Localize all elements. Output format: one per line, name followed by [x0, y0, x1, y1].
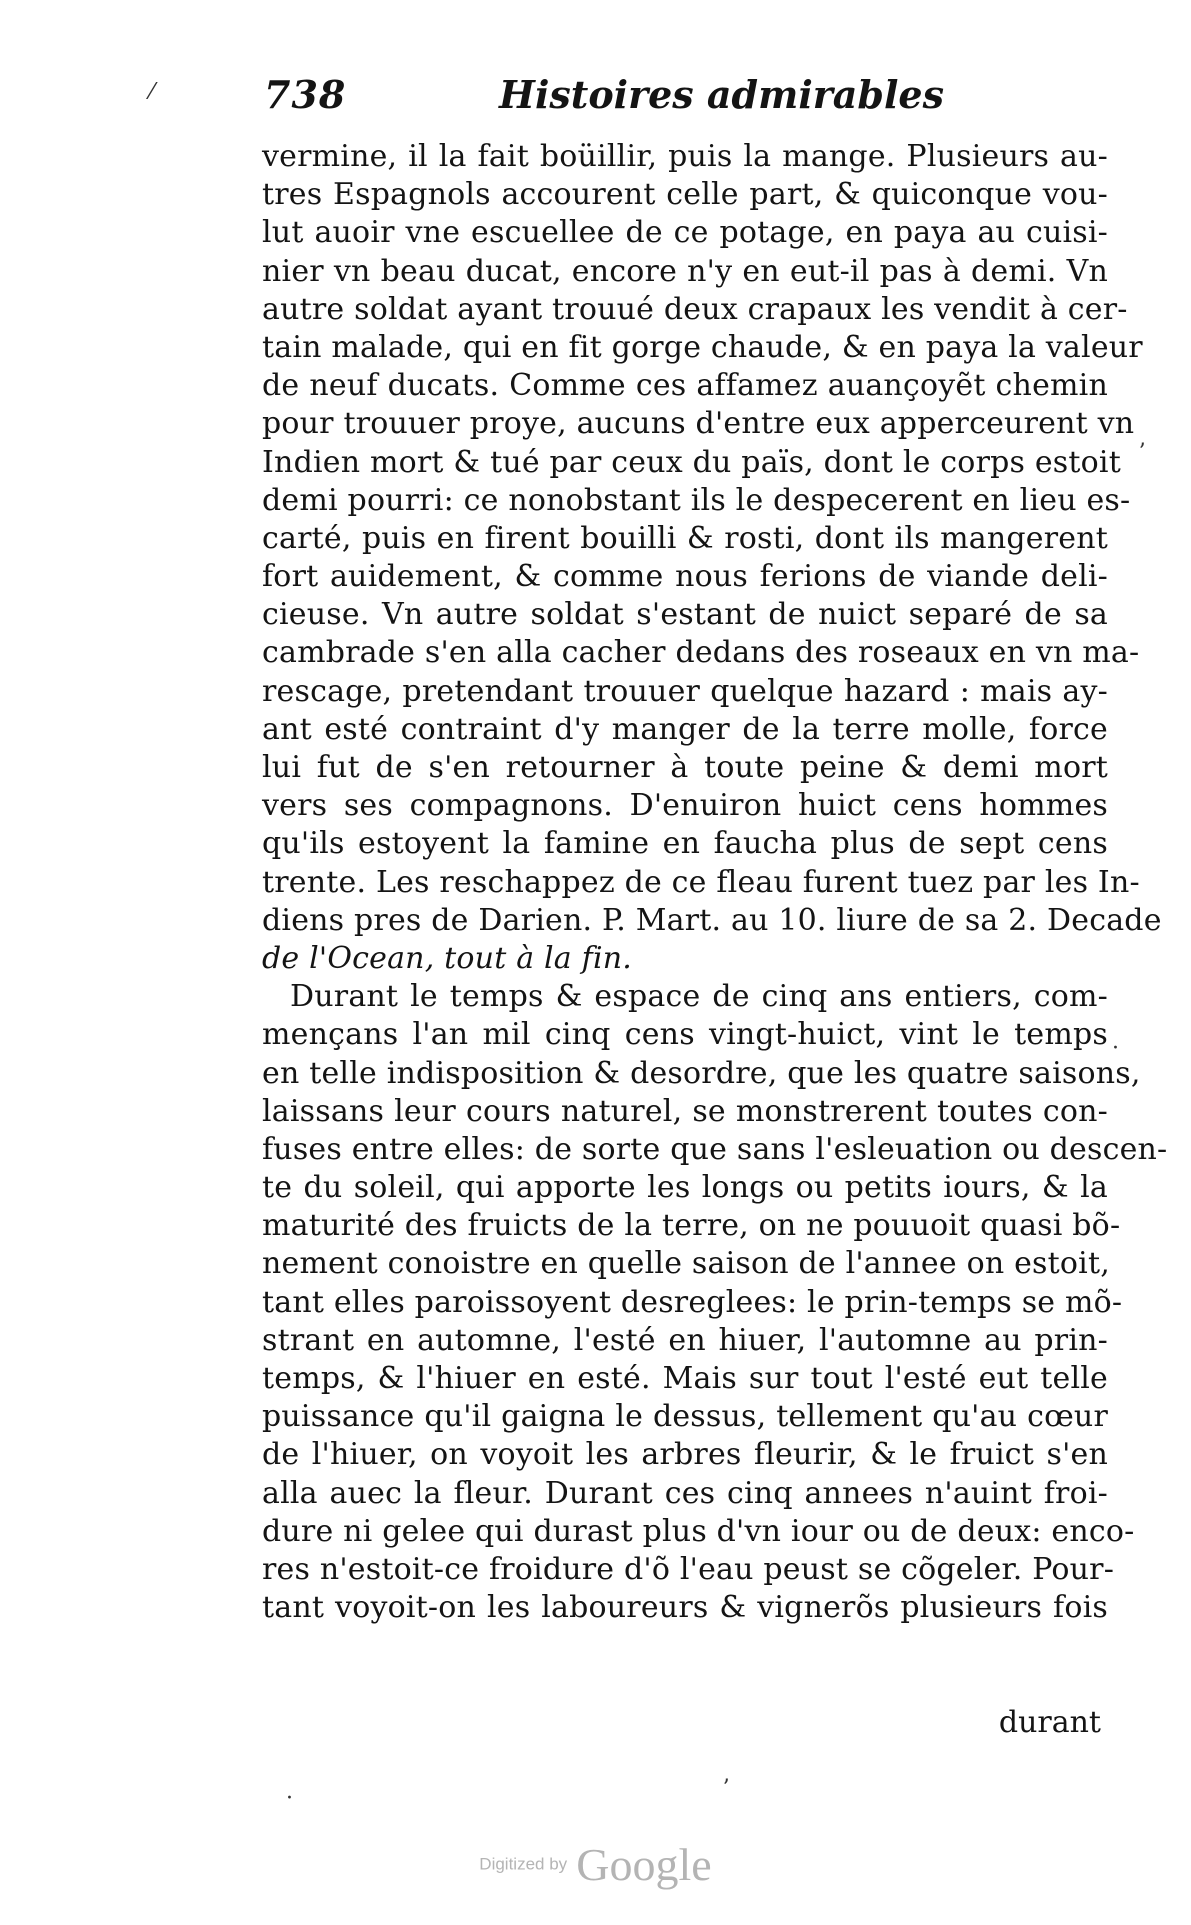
text-line: autre soldat ayant trouué deux crapaux les vendit à cer- [262, 291, 1128, 327]
text-line: strant en automne, l'esté en hiuer, l'automne au prin- [262, 1322, 1108, 1358]
text-line: pour trouuer proye, aucuns d'entre eux apperceurent vn [262, 406, 1135, 442]
digitized-label: Digitized by [479, 1854, 568, 1874]
text-line: tres Espagnols accourent celle part, & quiconque vou- [262, 177, 1108, 213]
catchword: durant [998, 1705, 1101, 1740]
text-line: cieuse. Vn autre soldat s'estant de nuict separé de sa [262, 597, 1108, 633]
text-line: trente. Les reschappez de ce fleau furent tuez par les In- [262, 864, 1140, 900]
citation-line: de l'Ocean, tout à la fin. [262, 940, 632, 976]
page-number: 738 [264, 72, 347, 117]
text-line: de l'hiuer, on voyoit les arbres fleurir, & le fruict s'en [262, 1437, 1108, 1473]
text-line: tain malade, qui en fit gorge chaude, & en paya la valeur [262, 329, 1143, 365]
text-line: laissans leur cours naturel, se monstrerent toutes con- [262, 1093, 1108, 1129]
text-line: vermine, il la fait boüillir, puis la mange. Plusieurs au- [262, 139, 1108, 174]
text-line: puissance qu'il gaigna le dessus, tellement qu'au cœur [262, 1399, 1108, 1435]
text-line: diens pres de Darien. P. Mart. au 10. liure de sa 2. Decade [262, 902, 1162, 938]
paragraph-1 [262, 138, 1162, 978]
running-title: Histoires admirables [499, 72, 944, 117]
text-line: rescage, pretendant trouuer quelque hazard : mais ay- [262, 673, 1108, 709]
text-line: res n'estoit-ce froidure d'õ l'eau peust se cõgeler. Pour- [262, 1551, 1115, 1587]
margin-mark: ʼ [1138, 440, 1145, 465]
margin-mark: ⁄ [150, 80, 154, 105]
text-line: demi pourri: ce nonobstant ils le despecerent en lieu es- [262, 482, 1131, 518]
text-line: lui fut de s'en retourner à toute peine & demi mort [262, 750, 1108, 785]
text-line: temps, & l'hiuer en esté. Mais sur tout l'esté eut telle [262, 1361, 1108, 1396]
text-line: maturité des fruicts de la terre, on ne pouuoit quasi bõ- [262, 1208, 1121, 1244]
text-line: de neuf ducats. Comme ces affamez auançoyẽt chemin [262, 368, 1108, 404]
text-line: fort auidement, & comme nous ferions de viande deli- [262, 559, 1108, 595]
text-line: Indien mort & tué par ceux du païs, dont le corps estoit [262, 444, 1121, 480]
text-line: carté, puis en firent bouilli & rosti, dont ils mangerent [262, 520, 1108, 556]
text-line: fuses entre elles: de sorte que sans l'esleuation ou descen- [262, 1131, 1168, 1167]
text-line: cambrade s'en alla cacher dedans des roseaux en vn ma- [262, 635, 1140, 671]
paragraph-2 [262, 978, 1168, 1627]
text-line: Durant le temps & espace de cinq ans entiers, com- [290, 979, 1108, 1015]
text-line: lut auoir vne escuellee de ce potage, en paya au cuisi- [262, 215, 1108, 251]
text-line: mençans l'an mil cinq cens vingt-huict, vint le temps [262, 1017, 1108, 1053]
text-line: alla auec la fleur. Durant ces cinq annees n'auint froi- [262, 1475, 1108, 1511]
margin-mark: ʼ [722, 1776, 729, 1801]
text-line: ant esté contraint d'y manger de la terre molle, force [262, 711, 1108, 747]
text-line: en telle indisposition & desordre, que les quatre saisons, [262, 1055, 1141, 1091]
text-line: qu'ils estoyent la famine en faucha plus de sept cens [262, 826, 1108, 862]
text-line: te du soleil, qui apporte les longs ou petits iours, & la [262, 1170, 1108, 1206]
margin-mark: · [1112, 1036, 1119, 1061]
text-line: dure ni gelee qui durast plus d'vn iour ou de deux: enco- [262, 1513, 1135, 1549]
google-logo: Google [576, 1839, 712, 1890]
body-text [262, 138, 1168, 1627]
text-line: nement conoistre en quelle saison de l'annee on estoit, [262, 1246, 1110, 1282]
text-line: tant elles paroissoyent desreglees: le prin-temps se mõ- [262, 1284, 1123, 1320]
page-header [264, 72, 944, 132]
text-line: vers ses compagnons. D'enuiron huict cens hommes [262, 788, 1108, 824]
text-line: tant voyoit-on les laboureurs & vignerõs plusieurs fois [262, 1590, 1108, 1626]
margin-mark: · [286, 1786, 293, 1811]
digitized-footer [0, 1838, 1191, 1891]
text-line: nier vn beau ducat, encore n'y en eut-il pas à demi. Vn [262, 253, 1108, 289]
